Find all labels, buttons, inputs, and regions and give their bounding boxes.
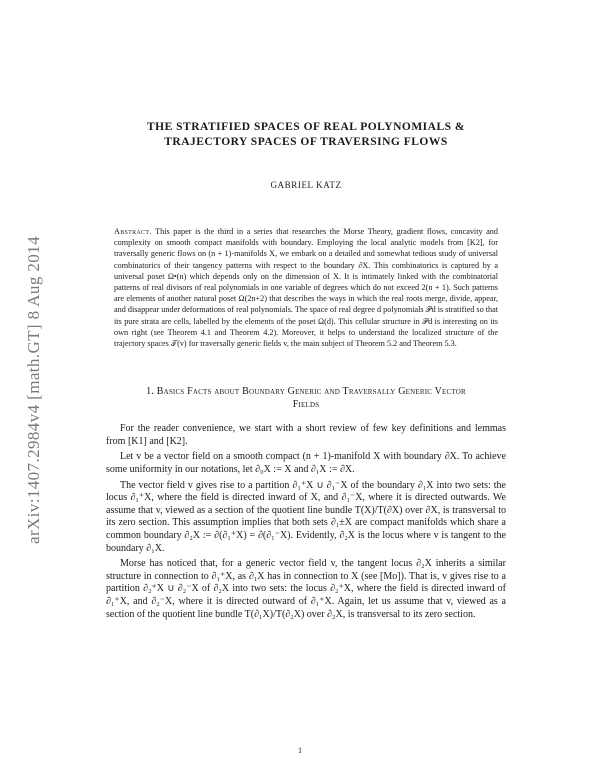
paper-title-line-1: THE STRATIFIED SPACES OF REAL POLYNOMIALS & — [146, 121, 465, 133]
paper-page — [106, 120, 506, 624]
arxiv-identifier-stamp — [14, 180, 54, 600]
body-text — [106, 423, 506, 621]
section-heading — [106, 385, 506, 411]
paragraph-3: The vector field v gives rise to a partition ∂₁⁺X ∪ ∂₁⁻X of the boundary ∂₁X into two sets: the locus ∂₁⁺X, where the field is directed inward of X, and ∂₁⁻X, where it is directed outwards. We assume that v, viewed as a section of the quotient line bundle T(X)/T(∂X) over ∂X, is transversal to its zero section. This assumption implies that both sets ∂₁±X are compact manifolds which share a common boundary ∂₂X := ∂(∂₁⁺X) = ∂(∂₁⁻X). Evidently, ∂₂X is the locus where v is tangent to the boundary ∂₁X. — [106, 479, 506, 554]
section-heading-line-2: Fields — [292, 399, 320, 411]
abstract — [106, 226, 506, 349]
paper-title-line-2: TRAJECTORY SPACES OF TRAVERSING FLOWS — [164, 136, 448, 148]
section-heading-line-1: 1. Basics Facts about Boundary Generic and Traversally Generic Vector — [146, 386, 466, 398]
abstract-label: Abstract. — [114, 227, 152, 236]
page-number: 1 — [298, 746, 302, 755]
author-name: GABRIEL KATZ — [270, 180, 342, 190]
abstract-text: This paper is the third in a series that researches the Morse Theory, gradient flows, concavity and complexity on smooth compact manifolds with boundary. Employing the local analytic models from [K2], for traversally generic flows on (n + 1)-manifolds X, we embark on a detailed and somewhat tedious study of universal combinatorics of their tangency patterns with respect to the boundary ∂X. This combinatorics is captured by a universal poset Ω•(n) which depends only on the dimension of X. It is intimately linked with the combinatorial patterns of real divisors of real polynomials in one variable of degrees which do not exceed 2(n + 1). Such patterns are elements of another natural poset Ω(2n+2) that describes the ways in which the real roots merge, divide, appear, and disappear under deformations of real polynomials. The space of real degree d polynomials 𝒫d is stratified so that its pure strata are cells, labelled by the elements of the poset Ω(d). This cellular structure in 𝒫d is interesting on its own right (see Theorem 4.1 and Theorem 4.2). Moreover, it helps to understand the localized structure of the trajectory spaces 𝒯(v) for traversally generic fields v, the main subject of Theorem 5.2 and Theorem 5.3. — [114, 227, 498, 349]
arxiv-identifier-text: arXiv:1407.2984v4 [math.GT] 8 Aug 2014 — [24, 236, 44, 544]
paragraph-4: Morse has noticed that, for a generic vector field v, the tangent locus ∂₂X inherits a similar structure in connection to ∂₁⁺X, as ∂₁X has in connection to X (see [Mo]). That is, v gives rise to a partition ∂₂⁺X ∪ ∂₂⁻X of ∂₂X into two sets: the locus ∂₂⁺X, where the field is directed inward of ∂₁⁺X, and ∂₂⁻X, where it is directed outward of ∂₁⁺X. Again, let us assume that v, viewed as a section of the quotient line bundle T(∂₁X)/T(∂₂X) over ∂₂X, is transversal to its zero section. — [106, 558, 506, 620]
paper-title — [106, 120, 506, 150]
paragraph-2: Let v be a vector field on a smooth compact (n + 1)-manifold X with boundary ∂X. To achieve some uniformity in our notations, let ∂₀X := X and ∂₁X := ∂X. — [106, 451, 506, 476]
paragraph-1: For the reader convenience, we start with a short review of few key definitions and lemmas from [K1] and [K2]. — [106, 423, 506, 447]
